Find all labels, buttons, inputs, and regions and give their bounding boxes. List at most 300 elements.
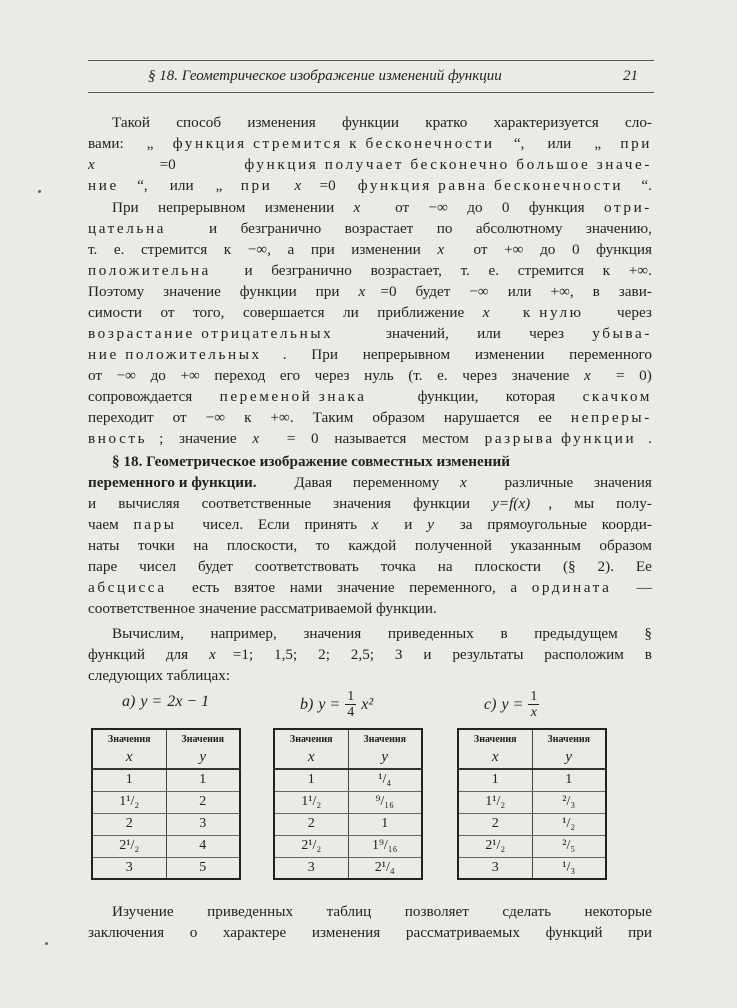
text-segment: значение [163, 283, 225, 300]
text-segment: по [436, 220, 457, 237]
table-row [92, 791, 240, 813]
denominator: 4 [347, 705, 355, 720]
text-segment: значения [333, 495, 395, 512]
text-line [112, 624, 652, 644]
text-segment: +∞. [270, 409, 298, 426]
header-label: Значения [181, 734, 225, 745]
text-segment: точки [137, 537, 179, 554]
text-segment: x [208, 646, 216, 663]
text-segment: вычисляя [118, 495, 184, 512]
text-segment [445, 515, 449, 535]
text-segment: и [244, 262, 257, 279]
denominator: x [530, 705, 537, 720]
table-c [457, 728, 607, 880]
text-segment: через [462, 367, 501, 384]
text-segment: е. [437, 367, 452, 384]
text-segment: переходит [88, 409, 158, 426]
table-row [92, 835, 240, 857]
text-segment: +∞. [628, 262, 652, 279]
table-cell: 1 [274, 769, 348, 791]
header-row [274, 729, 422, 769]
text-segment: на [193, 537, 213, 554]
page-number: 21 [623, 68, 638, 84]
text-segment [601, 366, 605, 386]
formula-label: c) [484, 695, 497, 713]
text-segment: 0) [639, 367, 652, 384]
text-segment: Изучение [112, 903, 178, 920]
text-line [88, 645, 652, 665]
text-segment: функции [342, 114, 403, 131]
column-header [274, 729, 348, 769]
text-line [88, 176, 652, 196]
text-segment [358, 324, 362, 344]
formula-lhs: y = [318, 695, 341, 713]
text-segment: Вычислим, [112, 625, 188, 642]
table-a [91, 728, 241, 880]
text-segment: непреры- [570, 409, 652, 426]
text-segment: в [500, 625, 512, 642]
numerator: 1 [530, 689, 538, 704]
text-segment: . [282, 346, 291, 363]
text-segment: того, [193, 304, 229, 321]
text-segment: Такой [112, 114, 154, 131]
text-segment [188, 515, 192, 535]
text-segment: стремится [517, 262, 588, 279]
text-segment: Таким [312, 409, 358, 426]
text-segment: x [252, 430, 260, 447]
text-segment: за [459, 516, 477, 533]
text-segment: будет [198, 558, 237, 575]
text-segment: +∞, [550, 283, 578, 300]
text-segment [390, 387, 394, 407]
table-cell: ⁹/₁₆ [348, 791, 422, 813]
text-line [88, 219, 652, 239]
text-segment: и [209, 220, 221, 237]
numerator: 1 [347, 689, 355, 704]
text-segment: 2; [318, 646, 334, 663]
text-segment: нарушается [443, 409, 524, 426]
text-segment: от [88, 367, 106, 384]
text-segment: сделать [502, 903, 555, 920]
text-segment: x [437, 241, 445, 258]
text-segment: переменного, [409, 579, 500, 596]
table-cell: 2¹/₂ [458, 835, 532, 857]
text-segment: расположим [544, 646, 628, 663]
text-segment: к нулю [522, 304, 584, 321]
text-segment: изменении [351, 241, 425, 258]
text-segment: приближение [377, 304, 469, 321]
text-segment: , [548, 495, 556, 512]
table-cell: ¹/₂ [532, 813, 606, 835]
table-cell: 2 [458, 813, 532, 835]
text-line [88, 494, 652, 514]
text-segment: нами [289, 579, 327, 596]
text-segment: “. [641, 177, 652, 194]
text-segment: через [314, 367, 354, 384]
text-segment: например, [210, 625, 281, 642]
table-b [273, 728, 423, 880]
table-cell: 2 [92, 813, 166, 835]
table-cell: 2¹/₂ [274, 835, 348, 857]
header-variable: x [125, 749, 133, 765]
text-segment: Давая [294, 474, 336, 491]
text-segment: −∞ [469, 283, 493, 300]
text-segment: на [437, 558, 457, 575]
text-line [88, 515, 652, 535]
text-segment: изменения [247, 114, 320, 131]
text-segment: −∞ [205, 409, 229, 426]
text-segment: кратко [425, 114, 472, 131]
text-segment: образом [372, 409, 429, 426]
text-segment: будет [415, 283, 455, 300]
text-segment: изменении [264, 199, 339, 216]
text-segment: „ [594, 135, 602, 152]
text-segment: е. [488, 262, 503, 279]
table-row [458, 769, 606, 791]
table-cell: 2 [274, 813, 348, 835]
text-segment: от [395, 199, 413, 216]
text-segment: симости [88, 304, 146, 321]
text-segment: сло- [625, 114, 652, 131]
text-segment: полу- [616, 495, 652, 512]
text-segment [274, 473, 278, 493]
top-rule [88, 60, 654, 61]
text-line [88, 557, 652, 577]
text-segment: +∞ [180, 367, 204, 384]
text-segment: точка [380, 558, 420, 575]
text-line [88, 578, 652, 598]
text-segment: характеризуется [493, 114, 603, 131]
text-segment: характере [222, 924, 291, 941]
text-segment: зави- [618, 283, 652, 300]
table-cell: 1 [348, 813, 422, 835]
formula-a [122, 694, 209, 710]
text-segment: или [169, 177, 198, 194]
text-segment [504, 303, 508, 323]
text-segment: безгранично [271, 262, 356, 279]
header-variable: y [381, 749, 389, 765]
text-segment: При [112, 199, 143, 216]
table-cell: 1¹/₂ [458, 791, 532, 813]
text-segment: рассматриваемой [260, 600, 377, 617]
text-line [88, 282, 652, 302]
text-segment: =0 [380, 283, 401, 300]
text-segment: е. [113, 241, 129, 258]
text-segment: функции, [417, 388, 483, 405]
text-segment: x [358, 283, 366, 300]
text-segment: при [628, 924, 652, 941]
text-segment: 2). [597, 558, 618, 575]
table-cell: 1 [532, 769, 606, 791]
text-line [88, 666, 652, 686]
table-row [274, 769, 422, 791]
text-segment [484, 473, 488, 493]
text-segment: соответственные [201, 495, 315, 512]
header-variable: y [565, 749, 573, 765]
text-segment: функция равна бесконечности [357, 177, 624, 194]
table-row [458, 857, 606, 879]
scan-speck [38, 190, 41, 193]
text-segment: для [165, 646, 192, 663]
text-segment: функции. [376, 600, 437, 617]
table-cell: ¹/₄ [348, 769, 422, 791]
text-segment: т. [88, 241, 102, 258]
text-segment: указанным [510, 537, 585, 554]
text-segment: значений, [386, 325, 453, 342]
text-segment: до [540, 241, 560, 258]
header-label: Значения [107, 734, 151, 745]
table-cell: 3 [274, 857, 348, 879]
text-segment: или [507, 283, 536, 300]
text-segment: в [644, 646, 652, 663]
text-segment: Если [257, 516, 294, 533]
header-row [92, 729, 240, 769]
text-segment: функция [528, 199, 589, 216]
column-header [92, 729, 166, 769]
text-segment: значению, [585, 220, 652, 237]
text-segment: значение [511, 367, 574, 384]
text-segment: непрерывном [362, 346, 454, 363]
formula-rhs: 2x − 1 [167, 693, 210, 710]
text-segment: „ [146, 135, 154, 152]
formula-lhs: y = [140, 693, 163, 710]
text-segment: совершается [242, 304, 329, 321]
text-segment: =1; [232, 646, 257, 663]
text-segment: сопровождается [88, 388, 196, 405]
text-segment: 2,5; [350, 646, 378, 663]
text-segment: положительна [88, 262, 211, 279]
table-cell: 3 [92, 857, 166, 879]
table-row [458, 835, 606, 857]
text-segment: таблицах: [166, 667, 231, 684]
text-segment: переменного [569, 346, 652, 363]
table-cell: 1 [458, 769, 532, 791]
table-cell: ²/₃ [532, 791, 606, 813]
text-segment: прямоугольные [487, 516, 591, 533]
text-segment: абсцисса [88, 579, 167, 596]
text-segment: от [172, 409, 191, 426]
text-segment: x [460, 474, 467, 491]
table-cell: 1 [92, 769, 166, 791]
header-label: Значения [363, 734, 407, 745]
text-segment: = [286, 430, 300, 447]
text-segment: чисел [139, 558, 180, 575]
table-row [458, 813, 606, 835]
header-label: Значения [289, 734, 333, 745]
text-segment: полученной [414, 537, 496, 554]
text-segment [622, 578, 626, 598]
table-cell: 1¹/₂ [92, 791, 166, 813]
text-segment: местом [422, 430, 473, 447]
text-segment: есть [192, 579, 224, 596]
text-segment: безгранично [240, 220, 326, 237]
text-segment: приведенных [207, 903, 297, 920]
text-segment: предыдущем [534, 625, 622, 642]
text-segment: функции [239, 283, 301, 300]
text-segment: от [160, 304, 179, 321]
text-line [88, 408, 652, 428]
text-line [112, 198, 652, 218]
text-line [88, 155, 652, 175]
text-line [88, 134, 652, 154]
text-segment: а [287, 241, 299, 258]
text-segment: наты [88, 537, 124, 554]
text-segment [186, 219, 190, 239]
text-line [88, 429, 652, 449]
text-line [88, 261, 652, 281]
header-label: Значения [547, 734, 591, 745]
text-segment: переменой знака [219, 388, 367, 405]
text-segment: “, [513, 135, 529, 152]
text-segment: 0 [571, 241, 584, 258]
text-segment: к [602, 262, 614, 279]
table-cell: 3 [166, 813, 240, 835]
formula-lhs: y = [501, 695, 524, 713]
text-segment: пары [133, 516, 177, 533]
text-segment: переменному [352, 474, 444, 491]
text-segment: ли [343, 304, 363, 321]
text-line [112, 113, 652, 133]
text-segment [376, 198, 380, 218]
text-segment: каждой [348, 537, 401, 554]
formula-b [300, 689, 373, 720]
text-segment: некоторые [584, 903, 652, 920]
table-row [274, 791, 422, 813]
text-segment: — [636, 579, 652, 596]
text-segment: мы [574, 495, 598, 512]
text-segment: в [592, 283, 604, 300]
text-line [112, 902, 652, 922]
text-line [88, 240, 652, 260]
text-segment: следующих [88, 667, 167, 684]
text-segment: ние [88, 177, 119, 194]
running-header [88, 64, 654, 88]
scan-speck [45, 942, 48, 945]
text-segment: 1,5; [274, 646, 302, 663]
header-title: § 18. Геометрическое изображение изменений функции [148, 68, 502, 84]
text-segment: абсолютному [475, 220, 567, 237]
text-segment: т. [460, 262, 474, 279]
table-row [92, 769, 240, 791]
text-segment: возрастает, [370, 262, 446, 279]
text-segment: цательна [88, 220, 167, 237]
text-segment: через [616, 304, 652, 321]
text-segment [457, 240, 461, 260]
text-segment: +∞ [504, 241, 528, 258]
text-segment: а [510, 579, 521, 596]
table-row [274, 835, 422, 857]
text-segment: ; [159, 430, 168, 447]
text-segment: вность [88, 430, 148, 447]
text-line [88, 599, 652, 619]
text-segment: о [189, 924, 202, 941]
text-segment [226, 261, 230, 281]
text-segment: нуль [364, 367, 398, 384]
text-segment: при [315, 283, 344, 300]
text-segment: способ [176, 114, 225, 131]
text-segment: значение [179, 430, 241, 447]
table-row [92, 813, 240, 835]
text-segment: функция [596, 241, 652, 258]
text-segment: рассматриваемых [405, 924, 524, 941]
text-segment: паре [88, 558, 122, 575]
text-line [88, 366, 652, 386]
text-segment: чаем [88, 516, 123, 533]
text-segment: и [88, 495, 100, 512]
text-segment: и [404, 516, 417, 533]
text-segment [598, 303, 602, 323]
text-line [88, 473, 652, 493]
text-segment [177, 578, 181, 598]
table-cell: 1⁹/₁₆ [348, 835, 422, 857]
table-cell: 1 [166, 769, 240, 791]
text-segment: значение [336, 579, 399, 596]
header-variable: y [199, 749, 207, 765]
text-segment: таблиц [326, 903, 376, 920]
text-segment: вами: [88, 135, 128, 152]
text-segment: через [529, 325, 568, 342]
text-segment: соответственное [88, 600, 199, 617]
text-segment: (т. [408, 367, 427, 384]
text-line [88, 345, 652, 365]
text-segment: § [644, 625, 652, 642]
table-row [274, 813, 422, 835]
text-segment: „ [215, 177, 223, 194]
fraction [528, 689, 539, 720]
column-header [532, 729, 606, 769]
text-segment: различные [504, 474, 578, 491]
text-line [88, 324, 652, 344]
text-segment: к [223, 241, 235, 258]
text-segment: значение [198, 600, 261, 617]
text-segment: или [547, 135, 576, 152]
header-row [458, 729, 606, 769]
text-segment: разрыва функции [484, 430, 637, 447]
formula-c [484, 689, 539, 720]
text-segment: функций [545, 924, 607, 941]
text-segment [271, 429, 275, 449]
text-segment: Поэтому [88, 283, 149, 300]
text-segment: чисел. [202, 516, 247, 533]
text-segment: x [583, 367, 591, 384]
header-label: Значения [473, 734, 517, 745]
text-segment: изменении [474, 346, 549, 363]
text-segment: образом [599, 537, 652, 554]
text-segment: результаты [452, 646, 528, 663]
text-segment: называется [334, 430, 411, 447]
text-line [88, 923, 652, 943]
table-row [274, 857, 422, 879]
formula-label: b) [300, 695, 314, 713]
text-segment: убыва- [592, 325, 652, 342]
table-cell: 5 [166, 857, 240, 879]
text-segment: 3 [394, 646, 407, 663]
text-segment: значения [303, 625, 366, 642]
text-segment: 0 [501, 199, 514, 216]
text-segment: значения [594, 474, 652, 491]
formula-label: a) [122, 693, 136, 710]
table-cell: ²/₅ [532, 835, 606, 857]
text-segment: и [423, 646, 436, 663]
header-variable: x [491, 749, 499, 765]
text-segment: функции [413, 495, 474, 512]
column-header [348, 729, 422, 769]
text-segment [390, 515, 394, 535]
text-line [88, 387, 652, 407]
column-header [166, 729, 240, 769]
text-segment: Ее [635, 558, 652, 575]
text-segment: −∞ [428, 199, 452, 216]
